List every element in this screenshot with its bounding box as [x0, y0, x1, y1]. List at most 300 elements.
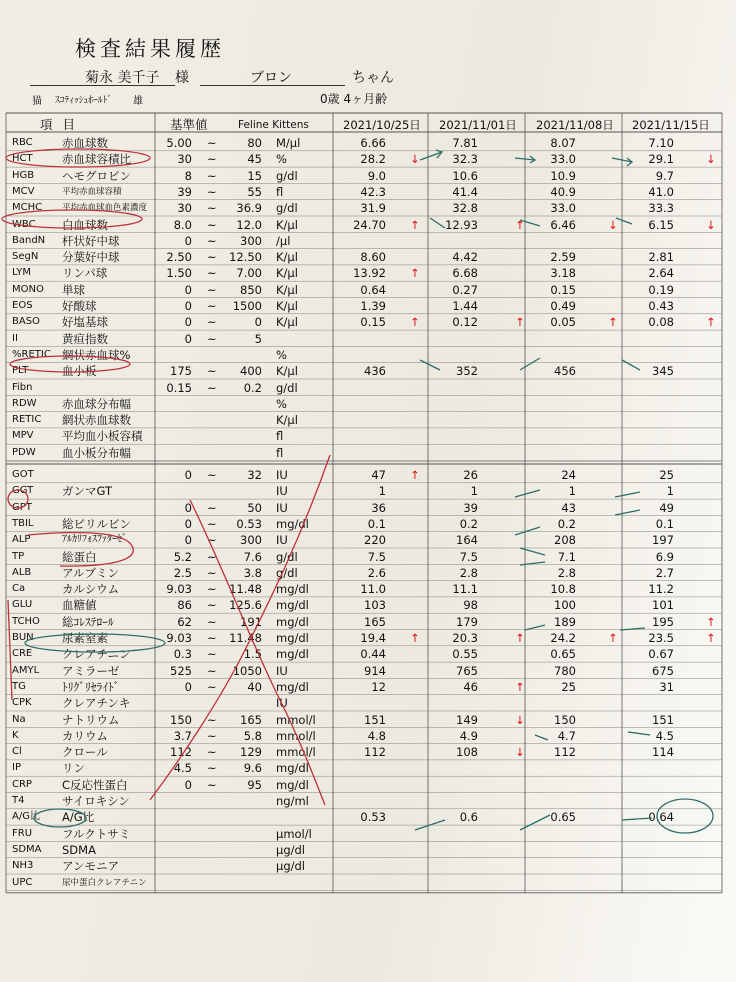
row-name: 網状赤血球数 [62, 413, 131, 428]
flag-3: ↑ [608, 631, 618, 645]
row-code: II [12, 332, 18, 344]
result-value-3: 208 [554, 533, 576, 548]
ref-tilde: ~ [207, 712, 217, 727]
result-value-4: 151 [652, 712, 674, 727]
row-unit: g/dl [276, 565, 298, 580]
result-value-3: 24.2 [550, 631, 576, 645]
result-value-1: 24.70 [353, 217, 386, 232]
ref-tilde: ~ [207, 217, 217, 232]
row-unit: fl [276, 445, 284, 460]
ref-tilde: ~ [207, 565, 217, 580]
col-header-date-1: 2021/10/25日 [343, 118, 421, 132]
result-value-2: 10.6 [452, 168, 478, 183]
result-value-4: 2.64 [648, 266, 674, 281]
row-code: ALB [12, 566, 32, 578]
result-value-1: 2.6 [367, 565, 386, 580]
row-unit: mg/dl [276, 647, 309, 662]
row-unit: fl [276, 429, 284, 444]
result-value-3: 112 [554, 745, 576, 760]
result-value-2: 0.6 [459, 810, 478, 825]
ref-low: 0 [184, 299, 192, 313]
result-value-4: 31 [659, 679, 674, 694]
flag-1: ↓ [410, 152, 420, 167]
green-arrow-13 [515, 527, 540, 535]
result-value-2: 46 [463, 679, 478, 694]
result-value-4: 345 [652, 364, 674, 379]
result-value-1: 47 [371, 468, 386, 482]
row-name: カリウム [62, 728, 108, 743]
row-name: 尿中蛋白クレアチニン [62, 877, 147, 888]
green-arrow-6 [616, 218, 632, 224]
pet-age: 0歳 4ヶ月齢 [320, 92, 388, 106]
row-name: リン [62, 761, 85, 776]
row-code: IP [12, 762, 21, 774]
red-circle-wbc [2, 210, 142, 228]
result-value-3: 0.15 [550, 282, 576, 297]
ref-high: 191 [240, 614, 262, 629]
row-code: RETIC [12, 414, 42, 426]
result-value-4: 7.10 [648, 136, 674, 150]
pet-honorific: ちゃん [352, 70, 394, 86]
ref-tilde: ~ [207, 380, 217, 395]
result-value-3: 150 [554, 712, 576, 727]
result-value-4: 2.81 [648, 250, 674, 265]
row-unit: IU [276, 533, 288, 548]
ref-low: 62 [177, 614, 192, 629]
result-value-4: 25 [659, 468, 674, 482]
row-unit: μg/dl [276, 859, 305, 874]
result-value-2: 4.9 [459, 728, 478, 743]
row-name: フルクトサミ [62, 826, 131, 841]
row-name: ヘモグロビン [62, 168, 131, 183]
result-value-4: 23.5 [648, 631, 674, 645]
flag-4: ↓ [706, 152, 716, 167]
row-name: ガンマGT [62, 484, 113, 499]
green-arrow-17 [620, 628, 645, 630]
pet-name: ブロン [250, 70, 292, 86]
row-name: アミラーゼ [62, 663, 120, 678]
result-value-1: 19.4 [360, 631, 386, 645]
ref-tilde: ~ [207, 364, 217, 379]
result-value-1: 165 [364, 614, 386, 629]
row-unit: g/dl [276, 549, 298, 564]
result-value-2: 2.8 [459, 565, 478, 580]
ref-low: 0 [184, 777, 192, 792]
ref-high: 129 [240, 745, 262, 760]
row-unit: mmol/l [276, 745, 316, 760]
green-circle-cre [25, 634, 165, 652]
result-value-2: 32.3 [452, 152, 478, 167]
flag-1: ↑ [410, 631, 420, 645]
ref-high: 0.53 [236, 516, 262, 531]
result-value-3: 8.07 [550, 136, 576, 150]
result-value-3: 456 [554, 364, 576, 379]
flag-1: ↑ [410, 217, 420, 232]
ref-low: 0 [184, 331, 192, 346]
row-name: 赤血球分布幅 [62, 396, 131, 411]
pet-species: 猫 [32, 96, 42, 107]
red-cross-stroke-1 [150, 455, 330, 800]
result-value-1: 914 [364, 663, 386, 678]
row-code: HCT [12, 153, 33, 165]
ref-high: 125.6 [229, 598, 262, 613]
result-value-2: 12.93 [445, 217, 478, 232]
result-value-3: 0.65 [550, 647, 576, 662]
row-name: 白血球数 [62, 217, 108, 232]
result-value-4: 4.5 [655, 728, 674, 743]
row-code: HGB [12, 169, 35, 181]
row-name: ﾄﾘｸﾞﾘｾﾗｲﾄﾞ [62, 679, 120, 694]
red-circle-gpt [8, 490, 28, 508]
row-name: 杆状好中球 [62, 233, 120, 248]
green-arrow-20 [415, 820, 445, 830]
row-code: MCV [12, 185, 35, 197]
result-value-1: 9.0 [367, 168, 386, 183]
flag-2: ↑ [515, 679, 525, 694]
ref-tilde: ~ [207, 663, 217, 678]
row-name: クレアチニン [62, 647, 131, 662]
result-value-3: 1 [568, 484, 576, 499]
ref-tilde: ~ [207, 184, 217, 199]
row-code: SDMA [12, 843, 42, 855]
ref-tilde: ~ [207, 761, 217, 776]
row-code: Na [12, 713, 26, 725]
result-value-1: 8.60 [360, 250, 386, 265]
row-code: ALP [12, 534, 31, 546]
owner-name: 菊永 美千子 [85, 70, 160, 86]
ref-high: 12.50 [229, 250, 262, 265]
row-code: RBC [12, 137, 33, 148]
ref-low: 1.50 [166, 266, 192, 281]
ref-high: 0 [254, 315, 262, 330]
row-name: 網状赤血球% [62, 347, 131, 362]
row-code: %RETIC [12, 348, 51, 360]
ref-low: 9.03 [166, 582, 192, 597]
result-value-2: 352 [456, 364, 478, 379]
ref-low: 525 [170, 663, 192, 678]
result-value-3: 43 [561, 500, 576, 515]
result-value-4: 6.15 [648, 217, 674, 232]
row-name: 血小板 [62, 364, 97, 379]
red-cross-stroke-2 [190, 500, 325, 805]
result-value-4: 675 [652, 663, 674, 678]
result-value-3: 33.0 [550, 152, 576, 167]
result-value-2: 1 [470, 484, 478, 499]
ref-high: 400 [240, 364, 262, 379]
row-code: A/G比 [12, 811, 40, 823]
col-header-reference: 基準値 [170, 117, 208, 132]
result-value-3: 0.2 [557, 516, 576, 531]
ref-high: 1.5 [243, 647, 262, 662]
flag-3: ↓ [608, 217, 618, 232]
result-value-3: 0.49 [550, 299, 576, 313]
result-value-1: 0.44 [360, 647, 386, 662]
row-code: SegN [12, 251, 39, 263]
result-value-3: 100 [554, 598, 576, 613]
row-code: TCHO [12, 615, 40, 627]
row-name: 分葉好中球 [62, 250, 120, 265]
ref-tilde: ~ [207, 136, 217, 150]
result-value-2: 108 [456, 745, 478, 760]
row-code: AMYL [12, 664, 40, 676]
result-value-1: 151 [364, 712, 386, 727]
result-value-1: 112 [364, 745, 386, 760]
ref-high: 1500 [232, 299, 262, 313]
row-name: 総ｺﾚｽﾃﾛｰﾙ [62, 614, 114, 629]
pet-breed: ｽｺﾃｨｯｼｭﾎｰﾙﾄﾞ [55, 95, 113, 106]
row-name: リンパ球 [62, 266, 108, 281]
ref-high: 850 [240, 282, 262, 297]
ref-high: 0.2 [243, 380, 262, 395]
col-header-date-4: 2021/11/15日 [632, 118, 710, 132]
result-value-4: 33.3 [648, 201, 674, 216]
result-value-1: 0.15 [360, 315, 386, 330]
ref-low: 0 [184, 679, 192, 694]
col-header-item: 項 目 [40, 117, 78, 132]
row-code: GOT [12, 469, 34, 480]
flag-2: ↓ [515, 745, 525, 760]
ref-low: 3.7 [173, 728, 192, 743]
row-code: GLU [12, 599, 33, 611]
row-code: TP [12, 550, 25, 562]
result-value-4: 6.9 [655, 549, 674, 564]
ref-low: 175 [170, 364, 192, 379]
row-code: Fibn [12, 381, 33, 393]
row-unit: /μl [276, 233, 291, 248]
flag-1: ↑ [410, 468, 420, 482]
ref-high: 7.6 [243, 549, 262, 564]
col-header-date-3: 2021/11/08日 [536, 118, 614, 132]
result-value-2: 164 [456, 533, 478, 548]
result-value-1: 28.2 [360, 152, 386, 167]
green-arrow-11 [615, 492, 640, 497]
ref-tilde: ~ [207, 331, 217, 346]
row-code: MCHC [12, 202, 43, 214]
ref-low: 0 [184, 533, 192, 548]
row-code: FRU [12, 827, 33, 839]
col-header-date-2: 2021/11/01日 [439, 118, 517, 132]
result-value-3: 24 [561, 468, 576, 482]
green-circle-ag [34, 809, 86, 827]
row-code: MONO [12, 283, 44, 295]
flag-4: ↑ [706, 315, 716, 330]
ref-low: 0 [184, 516, 192, 531]
ref-tilde: ~ [207, 647, 217, 662]
row-name: 単球 [62, 282, 85, 297]
row-name: サイロキシン [62, 794, 130, 808]
ref-tilde: ~ [207, 282, 217, 297]
result-value-4: 0.64 [648, 810, 674, 825]
ref-tilde: ~ [207, 614, 217, 629]
result-value-4: 41.0 [648, 184, 674, 199]
green-arrow-8 [520, 358, 540, 370]
row-code: PDW [12, 446, 36, 458]
ref-tilde: ~ [207, 201, 217, 216]
row-name: アンモニア [62, 859, 120, 874]
result-value-2: 0.55 [452, 647, 478, 662]
row-code: T4 [12, 795, 25, 806]
red-circle-plt [10, 356, 130, 372]
row-code: LYM [12, 267, 31, 279]
row-unit: IU [276, 500, 288, 515]
red-bracket-tp-alb [28, 533, 133, 567]
ref-low: 0 [184, 233, 192, 248]
red-ink-marks [2, 149, 330, 805]
row-unit: g/dl [276, 380, 298, 395]
ref-low: 8 [184, 168, 192, 183]
row-unit: K/μl [276, 364, 298, 379]
row-code: Ca [12, 583, 26, 595]
row-unit: K/μl [276, 282, 298, 297]
ref-tilde: ~ [207, 250, 217, 265]
row-name: 平均赤血球容積 [62, 186, 122, 197]
row-code: CRE [12, 648, 33, 660]
row-name: クロール [62, 745, 108, 760]
flag-3: ↑ [608, 315, 618, 330]
green-arrow-16 [525, 625, 545, 630]
result-value-3: 7.1 [557, 549, 576, 564]
green-arrow-9 [622, 360, 640, 370]
row-name: 好塩基球 [62, 315, 108, 330]
ref-tilde: ~ [207, 468, 217, 482]
ref-high: 50 [247, 500, 262, 515]
col-header-kittens: Feline Kittens [238, 119, 309, 131]
row-code: UPC [12, 876, 33, 888]
result-value-4: 0.43 [648, 299, 674, 313]
result-value-2: 98 [463, 598, 478, 613]
row-code: Cl [12, 746, 22, 758]
result-value-1: 31.9 [360, 201, 386, 216]
ref-low: 30 [177, 152, 192, 167]
result-value-4: 114 [652, 745, 674, 760]
ref-tilde: ~ [207, 152, 217, 167]
row-code: MPV [12, 430, 34, 442]
result-value-2: 6.68 [452, 266, 478, 281]
ref-high: 1050 [232, 663, 262, 678]
report-title: 検査結果履歴 [75, 37, 225, 61]
row-unit: mmol/l [276, 712, 316, 727]
ref-tilde: ~ [207, 728, 217, 743]
green-arrow-14 [520, 548, 545, 555]
result-value-4: 195 [652, 614, 674, 629]
row-name: 平均赤血球血色素濃度 [62, 203, 148, 214]
row-name: ナトリウム [62, 712, 120, 727]
ref-low: 2.5 [173, 565, 192, 580]
row-name: 総蛋白 [62, 549, 97, 564]
result-value-4: 11.2 [648, 582, 674, 597]
ref-tilde: ~ [207, 168, 217, 183]
result-value-3: 2.59 [550, 250, 576, 265]
row-code: NH3 [12, 860, 34, 872]
row-code: TG [12, 680, 26, 692]
ref-tilde: ~ [207, 631, 217, 645]
row-unit: mg/dl [276, 761, 309, 776]
result-value-3: 0.05 [550, 315, 576, 330]
result-value-2: 149 [456, 712, 478, 727]
row-code: GPT [12, 501, 32, 513]
result-value-1: 7.5 [367, 549, 386, 564]
result-value-4: 1 [666, 484, 674, 499]
ref-high: 11.48 [229, 631, 262, 645]
row-code: K [12, 729, 19, 741]
row-name: カルシウム [62, 582, 120, 597]
row-unit: IU [276, 484, 288, 499]
result-value-4: 0.08 [648, 315, 674, 330]
row-code: CPK [12, 697, 32, 709]
result-value-2: 765 [456, 663, 478, 678]
result-value-3: 4.7 [557, 728, 576, 743]
result-value-2: 39 [463, 500, 478, 515]
row-unit: mg/dl [276, 582, 309, 597]
ref-tilde: ~ [207, 500, 217, 515]
result-value-1: 1.39 [360, 299, 386, 313]
result-value-2: 4.42 [452, 250, 478, 265]
flag-2: ↑ [515, 315, 525, 330]
result-value-2: 32.8 [452, 201, 478, 216]
green-arrow-12 [615, 510, 640, 515]
result-value-3: 25 [561, 679, 576, 694]
row-code: CRP [12, 778, 32, 790]
result-value-3: 10.9 [550, 168, 576, 183]
result-value-3: 40.9 [550, 184, 576, 199]
row-unit: mmol/l [276, 728, 316, 743]
result-value-2: 11.1 [452, 582, 478, 597]
row-code: RDW [12, 397, 37, 409]
row-code: BUN [12, 632, 34, 643]
ref-tilde: ~ [207, 266, 217, 281]
row-unit: mg/dl [276, 777, 309, 792]
green-arrow-3 [612, 158, 632, 166]
ref-low: 8.0 [173, 217, 192, 232]
result-value-1: 103 [364, 598, 386, 613]
green-arrow-18 [535, 735, 548, 740]
result-value-2: 7.5 [459, 549, 478, 564]
row-unit: g/dl [276, 201, 298, 216]
row-name: 血糖値 [62, 598, 97, 613]
row-name: クレアチンキ [62, 696, 131, 711]
green-arrow-10 [515, 490, 540, 497]
flag-4: ↑ [706, 614, 716, 629]
ref-high: 9.6 [243, 761, 262, 776]
owner-honorific: 様 [175, 70, 189, 86]
row-name: C反応性蛋白 [62, 777, 128, 792]
ref-low: 30 [177, 201, 192, 216]
result-value-1: 436 [364, 364, 386, 379]
ref-low: 4.5 [173, 761, 192, 776]
flag-2: ↑ [515, 217, 525, 232]
green-arrow-1 [420, 150, 442, 160]
row-name: 尿素窒素 [62, 631, 108, 645]
ref-low: 0 [184, 500, 192, 515]
result-value-1: 11.0 [360, 582, 386, 597]
row-name: 血小板分布幅 [62, 445, 131, 460]
row-name: 黄疸指数 [62, 331, 108, 346]
result-value-4: 49 [659, 500, 674, 515]
ref-low: 112 [170, 745, 192, 760]
flag-2: ↓ [515, 712, 525, 727]
row-unit: mg/dl [276, 598, 309, 613]
result-value-1: 1 [378, 484, 386, 499]
result-value-2: 0.2 [459, 516, 478, 531]
row-unit: μg/dl [276, 842, 305, 857]
row-unit: mg/dl [276, 516, 309, 531]
flag-4: ↓ [706, 217, 716, 232]
ref-tilde: ~ [207, 777, 217, 792]
row-code: GGT [12, 485, 34, 497]
ref-high: 15 [247, 168, 262, 183]
row-unit: μmol/l [276, 826, 312, 841]
result-value-2: 179 [456, 614, 478, 629]
